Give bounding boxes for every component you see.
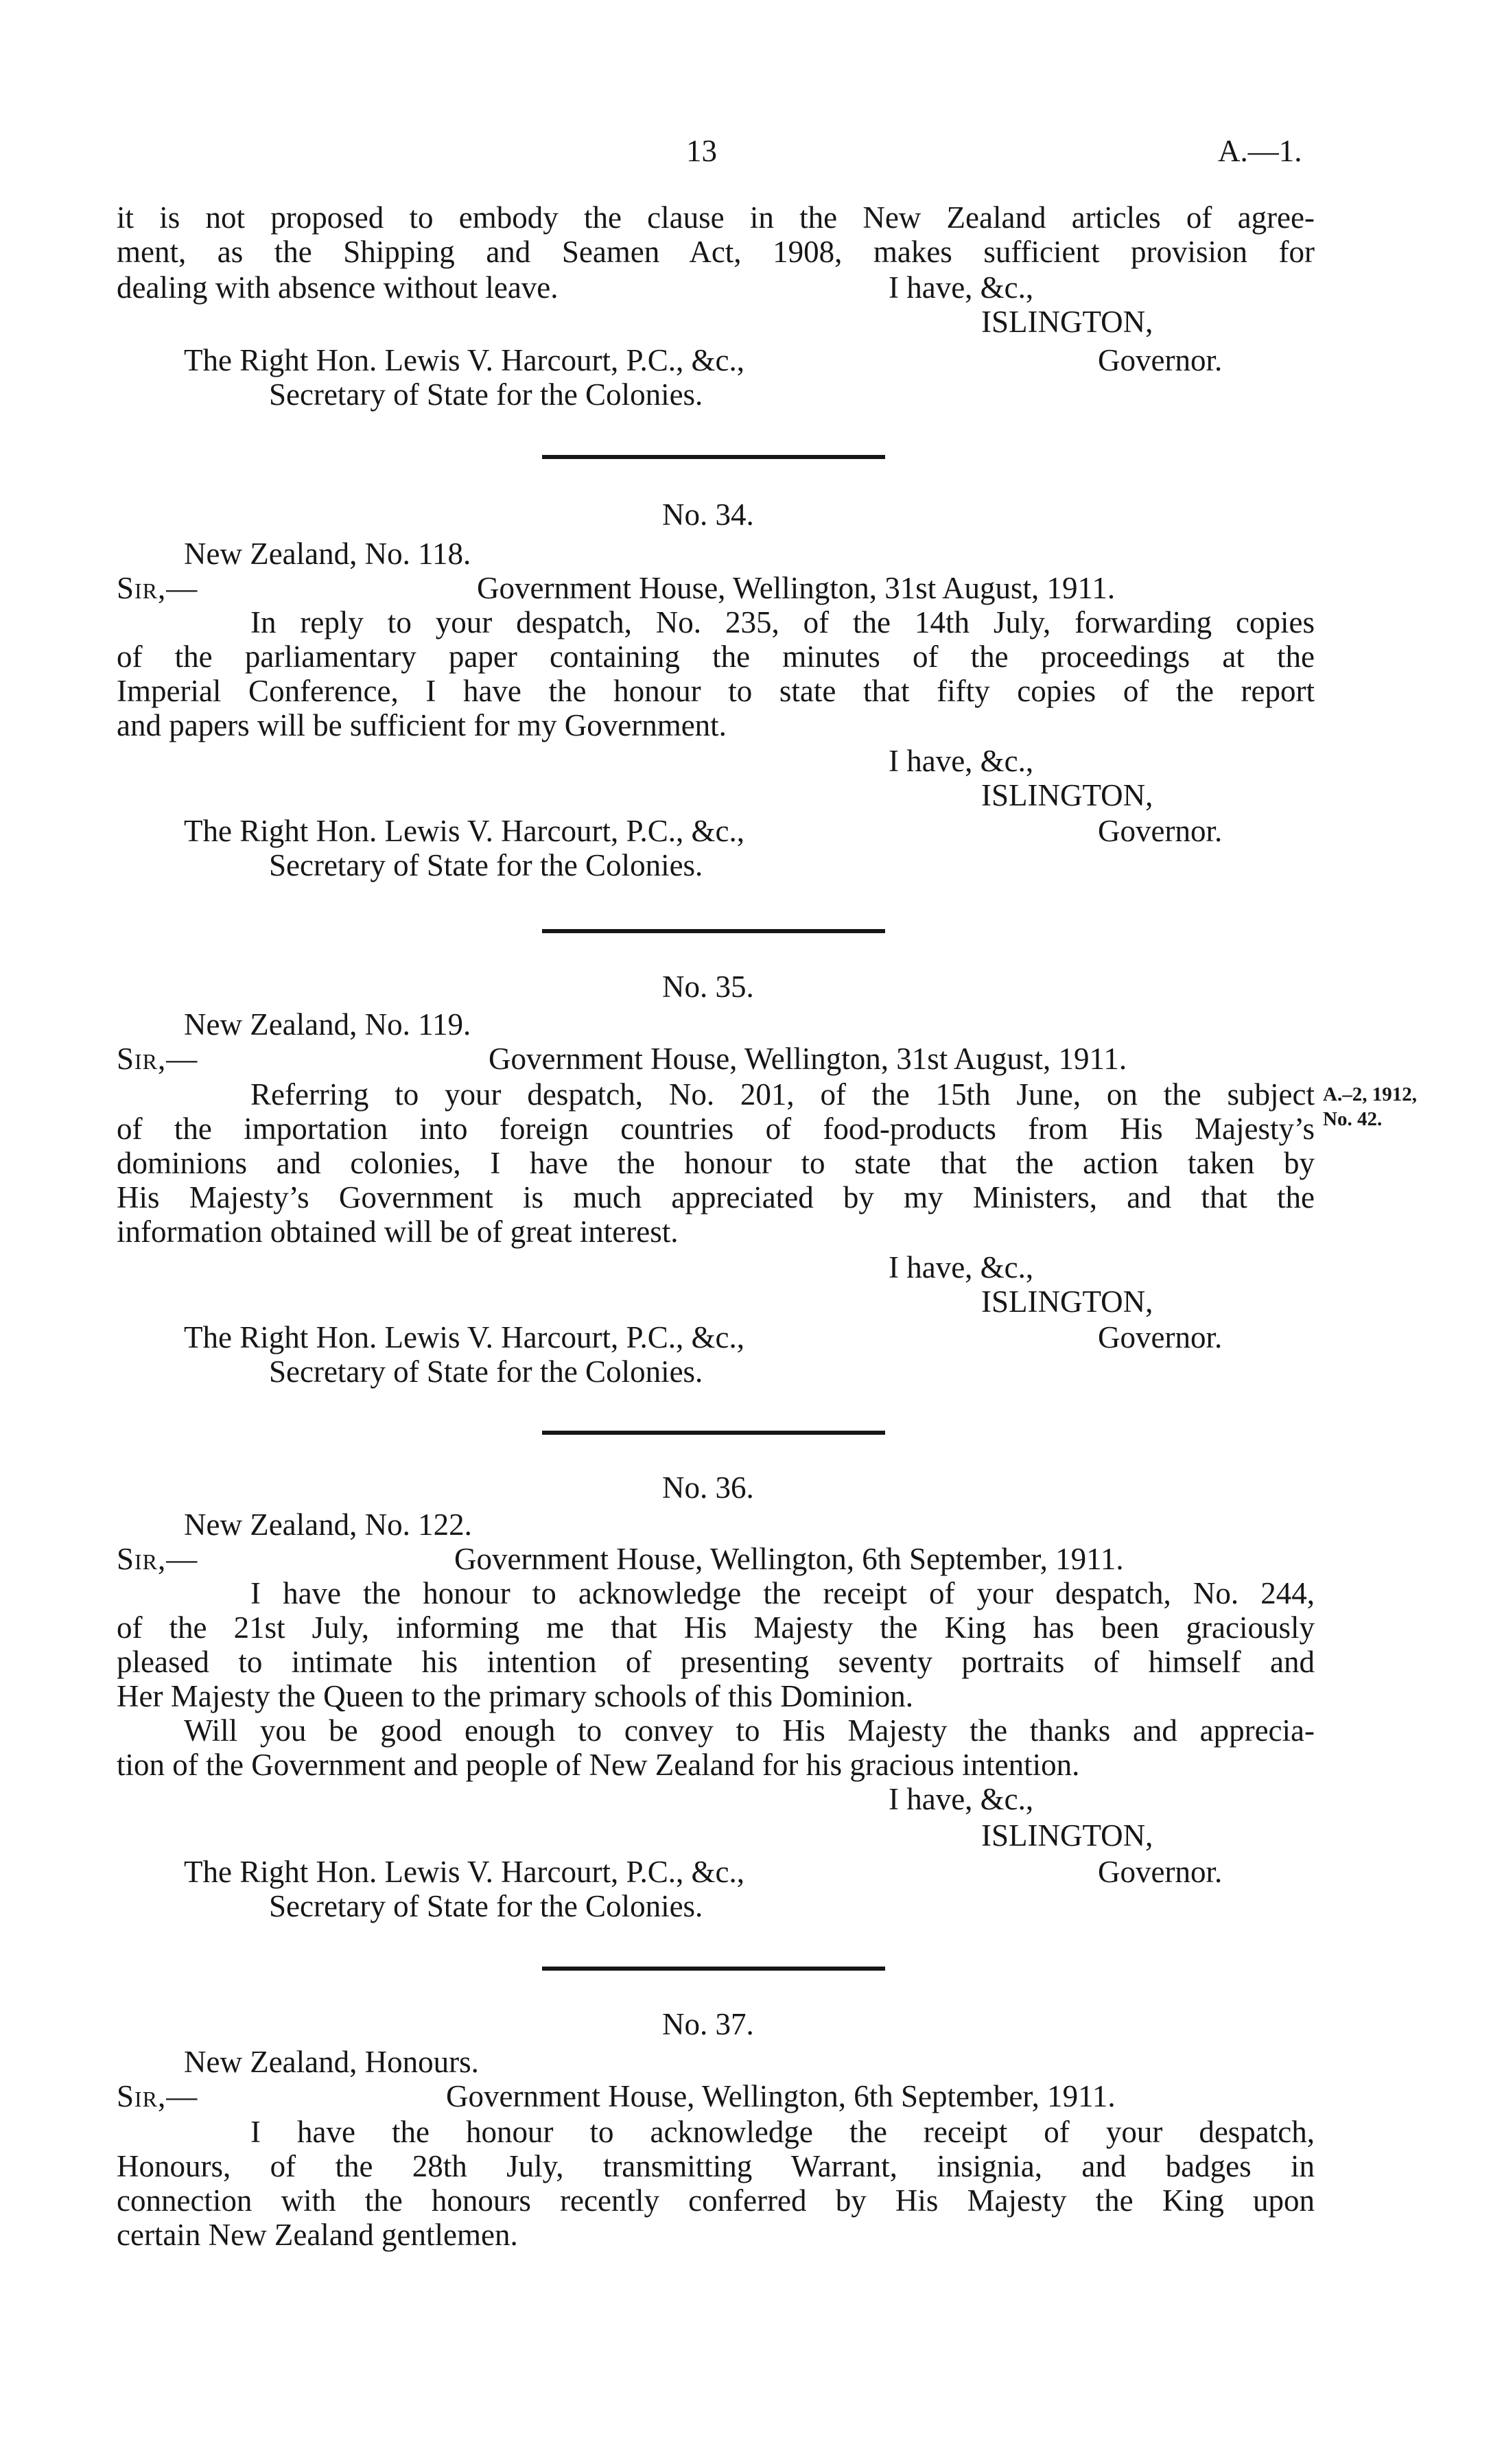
body-line: dominions and colonies, I have the honour to state that the action taken by [117, 1146, 1315, 1180]
letter-number: No. 35. [662, 970, 754, 1004]
letter-number: No. 37. [662, 2007, 754, 2041]
section-divider [542, 929, 885, 933]
body-line: pleased to intimate his intention of presenting seventy portraits of himself and [117, 1645, 1315, 1679]
page-number: 13 [686, 134, 717, 168]
body-line: Will you be good enough to convey to His Majesty the thanks and apprecia- [184, 1713, 1315, 1748]
signer-title: Governor. [1098, 814, 1223, 848]
salutation: Sir,— [117, 1042, 198, 1076]
letter-reference: New Zealand, Honours. [184, 2045, 479, 2079]
addressee-title: Secretary of State for the Colonies. [269, 377, 703, 412]
closing-phrase: I have, &c., [889, 744, 1034, 778]
closing-phrase: I have, &c., [889, 1250, 1034, 1284]
body-line: of the 21st July, informing me that His Majesty the King has been graciously [117, 1610, 1315, 1645]
addressee-title: Secretary of State for the Colonies. [269, 1354, 703, 1389]
document-reference: A.—1. [1218, 134, 1302, 168]
body-line: In reply to your despatch, No. 235, of the 14th July, forwarding copies [250, 605, 1315, 640]
letter-number: No. 34. [662, 497, 754, 532]
letter-number: No. 36. [662, 1470, 754, 1505]
addressee: The Right Hon. Lewis V. Harcourt, P.C., &c., [184, 343, 745, 377]
letter-reference: New Zealand, No. 118. [184, 537, 471, 571]
signer-name: ISLINGTON, [981, 1818, 1153, 1853]
section-divider [542, 1431, 885, 1435]
body-line: connection with the honours recently conferred by His Majesty the King upon [117, 2183, 1315, 2218]
margin-note: No. 42. [1323, 1108, 1383, 1130]
addressee: The Right Hon. Lewis V. Harcourt, P.C., &c., [184, 814, 745, 848]
body-line: I have the honour to acknowledge the receipt of your despatch, No. 244, [250, 1576, 1315, 1610]
salutation: Sir,— [117, 2079, 198, 2113]
salutation: Sir,— [117, 571, 198, 605]
body-line: Referring to your despatch, No. 201, of the 15th June, on the subject [250, 1077, 1315, 1112]
signer-title: Governor. [1098, 343, 1223, 377]
addressee-title: Secretary of State for the Colonies. [269, 848, 703, 882]
section-divider [542, 1967, 885, 1971]
salutation: Sir,— [117, 1542, 198, 1576]
letter-address: Government House, Wellington, 6th September, 1911. [446, 2079, 1116, 2113]
body-line: certain New Zealand gentlemen. [117, 2218, 518, 2252]
letter-address: Government House, Wellington, 31st August, 1911. [489, 1042, 1127, 1076]
letter-address: Government House, Wellington, 31st August, 1911. [477, 571, 1116, 605]
signer-title: Governor. [1098, 1855, 1223, 1889]
margin-note: A.–2, 1912, [1323, 1083, 1417, 1105]
signer-name: ISLINGTON, [981, 305, 1153, 339]
body-line: Imperial Conference, I have the honour to state that fifty copies of the report [117, 674, 1315, 708]
body-line: I have the honour to acknowledge the receipt of your despatch, [250, 2115, 1315, 2149]
closing-phrase: I have, &c., [889, 270, 1034, 305]
body-line: ment, as the Shipping and Seamen Act, 1908, makes sufficient provision for [117, 235, 1315, 269]
body-line: of the parliamentary paper containing the minutes of the proceedings at the [117, 640, 1315, 674]
body-line: it is not proposed to embody the clause in the New Zealand articles of agree- [117, 200, 1315, 235]
signer-name: ISLINGTON, [981, 778, 1153, 812]
section-divider [542, 455, 885, 459]
letter-reference: New Zealand, No. 122. [184, 1507, 472, 1542]
addressee: The Right Hon. Lewis V. Harcourt, P.C., &c., [184, 1855, 745, 1889]
body-line: tion of the Government and people of New Zealand for his gracious intention. [117, 1748, 1080, 1782]
closing-phrase: I have, &c., [889, 1782, 1034, 1816]
signer-title: Governor. [1098, 1320, 1223, 1354]
body-line: information obtained will be of great interest. [117, 1215, 679, 1249]
body-line: Honours, of the 28th July, transmitting Warrant, insignia, and badges in [117, 2149, 1315, 2183]
addressee-title: Secretary of State for the Colonies. [269, 1889, 703, 1923]
body-line: dealing with absence without leave. [117, 270, 559, 305]
addressee: The Right Hon. Lewis V. Harcourt, P.C., &c., [184, 1320, 745, 1354]
letter-address: Government House, Wellington, 6th September, 1911. [454, 1542, 1124, 1576]
body-line: of the importation into foreign countries of food-products from His Majesty’s [117, 1112, 1315, 1146]
letter-reference: New Zealand, No. 119. [184, 1007, 471, 1042]
body-line: His Majesty’s Government is much appreciated by my Ministers, and that the [117, 1180, 1315, 1215]
signer-name: ISLINGTON, [981, 1284, 1153, 1319]
body-line: Her Majesty the Queen to the primary schools of this Dominion. [117, 1679, 914, 1713]
body-line: and papers will be sufficient for my Government. [117, 708, 727, 742]
